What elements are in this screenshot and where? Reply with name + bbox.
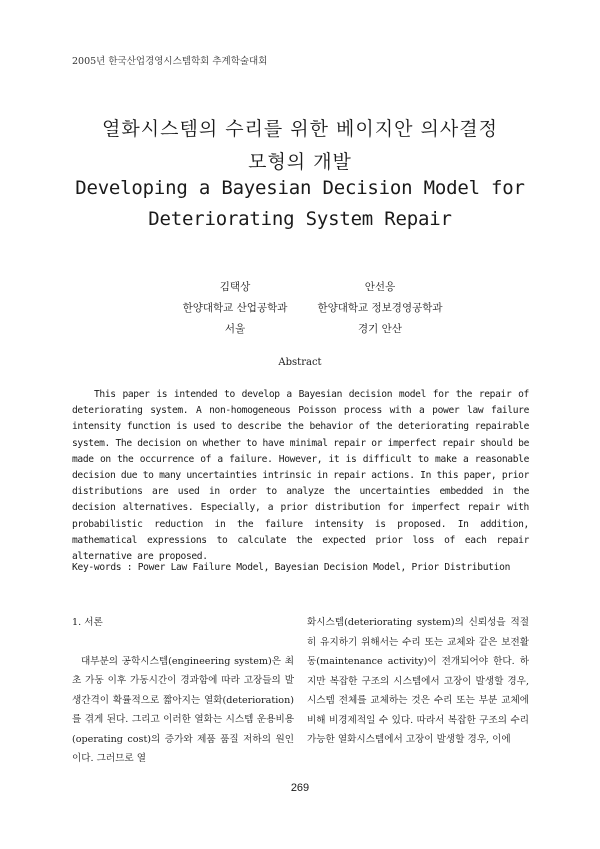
conference-header: 2005년 한국산업경영시스템학회 추계학술대회 <box>72 56 268 67</box>
title-english-line1: Developing a Bayesian Decision Model for <box>75 177 525 199</box>
page-number: 269 <box>290 782 310 794</box>
author-2 <box>300 277 460 340</box>
body-right-column <box>307 613 529 750</box>
title-korean-line2: 모형의 개발 <box>248 151 352 173</box>
abstract-text: This paper is intended to develop a Bayesian decision model for the repair of deteriorating system. A non-homogeneous Poisson process with a power law failure intensity function is used to describe the behavior of the deteriorating repairable system. The decision on whether to have minimal repair or imperfect repair should be made on the occurrence of a failure. However, it is difficult to make a reasonable decision due to many uncertainties intrinsic in repair actions. In this paper, prior distributions are used in order to analyze the uncertainties embedded in the decision alternatives. Especially, a prior distribution for imperfect repair with probabilistic reduction in the failure intensity is proposed. In addition, mathematical expressions to calculate the expected prior loss of each repair alternative are proposed. <box>72 389 529 563</box>
section-title: 1. 서론 <box>72 617 103 628</box>
author-location: 경기 안산 <box>358 323 402 335</box>
body-paragraph-right: 화시스템(deteriorating system)의 신뢰성을 적절히 유지하기 위해서는 수리 또는 교체와 같은 보전활동(maintenance activity)이 전개되어야 한다. 하지만 복잡한 구조의 시스템에서 고장이 발생할 경우, 시스템 전체를 교체하는 것은 수리 또는 부분 교체에 비해 비경제적일 수 있다. 따라서 복잡한 구조의 수리 가능한 열화시스템에서 고장이 발생할 경우, 이에 <box>307 617 529 745</box>
abstract-heading: Abstract <box>278 357 322 368</box>
keywords: Key-words : Power Law Failure Model, Bayesian Decision Model, Prior Distribution <box>72 562 511 573</box>
author-affiliation: 한양대학교 산업공학과 <box>182 302 288 314</box>
body-paragraph-left: 대부분의 공학시스템(engineering system)은 최초 가동 이후 가동시간이 경과함에 따라 고장들의 발생간격이 확률적으로 짧아지는 열화(deterioration)를 겪게 된다. 그리고 이러한 열화는 시스템 운용비용(operating cost)의 증가와 제품 품질 저하의 원인이다. 그러므로 열 <box>72 655 294 764</box>
author-affiliation: 한양대학교 정보경영공학과 <box>317 302 443 314</box>
author-name: 안선응 <box>364 281 396 293</box>
author-name: 김택상 <box>219 281 251 293</box>
author-1 <box>160 277 310 340</box>
body-left-column <box>72 613 294 769</box>
title-korean-line1: 열화시스템의 수리를 위한 베이지안 의사결정 <box>102 118 498 140</box>
abstract-body <box>72 387 529 565</box>
author-location: 서울 <box>224 323 246 335</box>
title-english-line2: Deteriorating System Repair <box>148 208 452 230</box>
